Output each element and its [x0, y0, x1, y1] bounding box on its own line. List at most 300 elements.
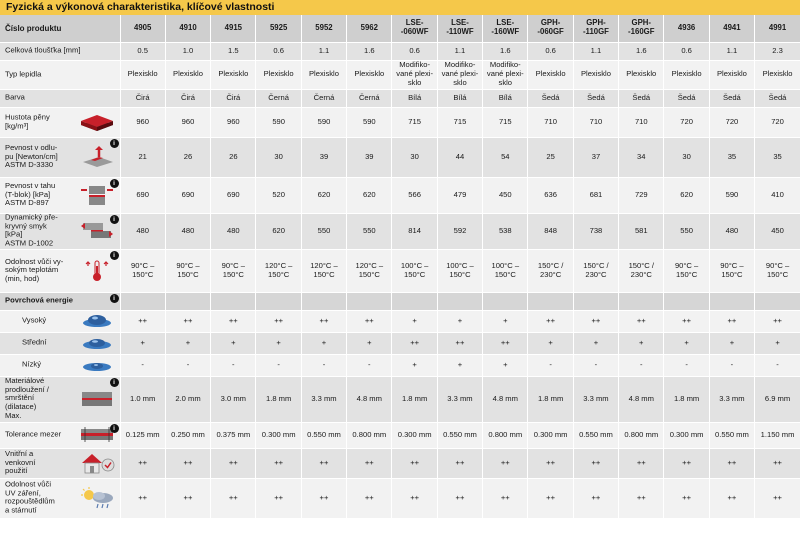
value-cell: ++: [573, 310, 618, 332]
value-cell: 0.375 mm: [211, 422, 256, 448]
peel-strength-icon: [79, 146, 115, 168]
value-cell: 3.3 mm: [301, 376, 346, 422]
value-cell: 4.8 mm: [619, 376, 664, 422]
value-cell: 1.1: [573, 42, 618, 60]
value-cell: 960: [120, 107, 165, 137]
product-header: 4905: [120, 15, 165, 42]
value-cell: ++: [256, 448, 301, 478]
table-row: [0, 249, 800, 292]
value-cell: Šedá: [664, 89, 709, 107]
empty-cell: [256, 292, 301, 310]
value-cell: 0.6: [664, 42, 709, 60]
value-cell: 480: [120, 213, 165, 249]
value-cell: ++: [347, 478, 392, 518]
value-cell: ++: [709, 310, 754, 332]
value-cell: 3.3 mm: [437, 376, 482, 422]
table-row: [0, 332, 800, 354]
value-cell: ++: [437, 332, 482, 354]
value-cell: ++: [211, 310, 256, 332]
value-cell: 4.8 mm: [347, 376, 392, 422]
info-icon[interactable]: i: [110, 139, 119, 148]
product-header: GPH- -110GF: [573, 15, 618, 42]
value-cell: 54: [483, 137, 528, 177]
value-cell: Černá: [256, 89, 301, 107]
value-cell: Plexisklo: [755, 60, 800, 89]
row-label-cell: [0, 354, 120, 376]
value-cell: 590: [301, 107, 346, 137]
info-icon[interactable]: i: [110, 424, 119, 433]
value-cell: -: [301, 354, 346, 376]
value-cell: ++: [755, 448, 800, 478]
value-cell: 480: [709, 213, 754, 249]
empty-cell: [392, 292, 437, 310]
dilatation-icon: [79, 388, 115, 410]
value-cell: -: [573, 354, 618, 376]
value-cell: 550: [301, 213, 346, 249]
value-cell: ++: [347, 448, 392, 478]
value-cell: ++: [301, 310, 346, 332]
value-cell: 710: [619, 107, 664, 137]
value-cell: Plexisklo: [256, 60, 301, 89]
value-cell: -: [120, 354, 165, 376]
value-cell: ++: [392, 332, 437, 354]
value-cell: 6.9 mm: [755, 376, 800, 422]
section-label: [0, 292, 120, 310]
value-cell: 715: [483, 107, 528, 137]
value-cell: Bílá: [392, 89, 437, 107]
row-label: Tolerance mezer: [5, 429, 62, 439]
value-cell: +: [165, 332, 210, 354]
row-label: Odolnost vůči vy- sokým teplotám (min, hod): [5, 256, 64, 283]
value-cell: 715: [437, 107, 482, 137]
value-cell: 90°C – 150°C: [755, 249, 800, 292]
value-cell: Čirá: [165, 89, 210, 107]
value-cell: Modifiko- vané plexi- sklo: [437, 60, 482, 89]
value-cell: 738: [573, 213, 618, 249]
value-cell: 30: [664, 137, 709, 177]
info-icon[interactable]: i: [110, 179, 119, 188]
value-cell: 814: [392, 213, 437, 249]
row-label-cell: [0, 422, 120, 448]
value-cell: Plexisklo: [619, 60, 664, 89]
empty-cell: [120, 292, 165, 310]
value-cell: 30: [256, 137, 301, 177]
empty-cell: [211, 292, 256, 310]
row-label: Hustota pěny [kg/m³]: [5, 112, 50, 130]
value-cell: ++: [619, 448, 664, 478]
info-icon[interactable]: i: [110, 251, 119, 260]
value-cell: 3.3 mm: [709, 376, 754, 422]
product-header: 4991: [755, 15, 800, 42]
value-cell: ++: [619, 310, 664, 332]
row-label: Celková tloušťka [mm]: [5, 45, 81, 55]
value-cell: -: [347, 354, 392, 376]
value-cell: Plexisklo: [664, 60, 709, 89]
empty-cell: [573, 292, 618, 310]
value-cell: 690: [165, 177, 210, 213]
value-cell: 150°C / 230°C: [619, 249, 664, 292]
value-cell: 0.550 mm: [301, 422, 346, 448]
value-cell: 1.6: [347, 42, 392, 60]
value-cell: 0.5: [120, 42, 165, 60]
value-cell: 100°C – 150°C: [437, 249, 482, 292]
value-cell: 1.1: [301, 42, 346, 60]
product-header: LSE- -110WF: [437, 15, 482, 42]
row-label-cell: [0, 478, 120, 518]
table-row: [0, 177, 800, 213]
tensile-strength-icon: [79, 184, 115, 206]
row-label-cell: [0, 332, 120, 354]
row-label-cell: [0, 177, 120, 213]
value-cell: ++: [528, 448, 573, 478]
value-cell: 34: [619, 137, 664, 177]
value-cell: 1.0 mm: [120, 376, 165, 422]
value-cell: 0.125 mm: [120, 422, 165, 448]
value-cell: 4.8 mm: [483, 376, 528, 422]
value-cell: Plexisklo: [347, 60, 392, 89]
value-cell: +: [120, 332, 165, 354]
value-cell: ++: [165, 448, 210, 478]
value-cell: 150°C / 230°C: [573, 249, 618, 292]
value-cell: ++: [528, 478, 573, 518]
spec-table: [0, 15, 800, 519]
value-cell: Šedá: [573, 89, 618, 107]
value-cell: -: [165, 354, 210, 376]
value-cell: 590: [709, 177, 754, 213]
value-cell: 120°C – 150°C: [256, 249, 301, 292]
table-row: [0, 42, 800, 60]
value-cell: 120°C – 150°C: [301, 249, 346, 292]
product-header: 5952: [301, 15, 346, 42]
row-label-cell: [0, 137, 120, 177]
empty-cell: [347, 292, 392, 310]
row-label-cell: [0, 213, 120, 249]
value-cell: 2.3: [755, 42, 800, 60]
empty-cell: [755, 292, 800, 310]
value-cell: ++: [256, 478, 301, 518]
value-cell: 690: [211, 177, 256, 213]
value-cell: 3.0 mm: [211, 376, 256, 422]
value-cell: 620: [664, 177, 709, 213]
row-label-cell: [0, 376, 120, 422]
empty-cell: [528, 292, 573, 310]
row-label: Povrchová energie: [5, 295, 73, 305]
value-cell: 690: [120, 177, 165, 213]
value-cell: 715: [392, 107, 437, 137]
product-header: 4910: [165, 15, 210, 42]
dynamic-shear-icon: [79, 220, 115, 242]
value-cell: 35: [755, 137, 800, 177]
info-icon[interactable]: i: [110, 378, 119, 387]
row-label-cell: [0, 448, 120, 478]
value-cell: 538: [483, 213, 528, 249]
value-cell: -: [664, 354, 709, 376]
value-cell: Modifiko- vané plexi- sklo: [392, 60, 437, 89]
value-cell: ++: [120, 310, 165, 332]
value-cell: 150°C / 230°C: [528, 249, 573, 292]
empty-cell: [437, 292, 482, 310]
table-row: [0, 422, 800, 448]
value-cell: 720: [664, 107, 709, 137]
value-cell: 0.6: [256, 42, 301, 60]
value-cell: 0.300 mm: [528, 422, 573, 448]
row-label: Odolnost vůči UV záření, rozpouštědlům a stárnutí: [5, 479, 55, 515]
value-cell: +: [301, 332, 346, 354]
product-header: 4941: [709, 15, 754, 42]
value-cell: Šedá: [619, 89, 664, 107]
value-cell: 710: [528, 107, 573, 137]
row-label: Vnitřní a venkovní použití: [5, 448, 36, 476]
info-icon[interactable]: i: [110, 294, 119, 303]
value-cell: 39: [301, 137, 346, 177]
value-cell: ++: [256, 310, 301, 332]
value-cell: ++: [709, 478, 754, 518]
value-cell: Čirá: [211, 89, 256, 107]
value-cell: +: [528, 332, 573, 354]
value-cell: Plexisklo: [165, 60, 210, 89]
value-cell: 0.300 mm: [664, 422, 709, 448]
value-cell: +: [664, 332, 709, 354]
table-row: [0, 89, 800, 107]
value-cell: +: [709, 332, 754, 354]
value-cell: Šedá: [755, 89, 800, 107]
value-cell: ++: [211, 448, 256, 478]
value-cell: 550: [347, 213, 392, 249]
value-cell: 581: [619, 213, 664, 249]
value-cell: ++: [120, 448, 165, 478]
value-cell: ++: [301, 478, 346, 518]
value-cell: 1.5: [211, 42, 256, 60]
value-cell: 90°C – 150°C: [211, 249, 256, 292]
value-cell: 1.8 mm: [256, 376, 301, 422]
value-cell: ++: [664, 448, 709, 478]
value-cell: 1.1: [709, 42, 754, 60]
row-label: Střední: [22, 337, 47, 347]
value-cell: +: [437, 354, 482, 376]
info-icon[interactable]: i: [110, 215, 119, 224]
value-cell: ++: [301, 448, 346, 478]
value-cell: +: [211, 332, 256, 354]
table-row: [0, 292, 800, 310]
value-cell: 620: [301, 177, 346, 213]
value-cell: 848: [528, 213, 573, 249]
row-label: Typ lepidla: [5, 69, 42, 79]
value-cell: 592: [437, 213, 482, 249]
value-cell: ++: [664, 310, 709, 332]
row-label: Pevnost v tahu (T-blok) [kPa] ASTM D-897: [5, 180, 56, 208]
value-cell: 520: [256, 177, 301, 213]
value-cell: 90°C – 150°C: [120, 249, 165, 292]
value-cell: 720: [755, 107, 800, 137]
value-cell: 1.8 mm: [392, 376, 437, 422]
product-header: LSE- -060WF: [392, 15, 437, 42]
value-cell: 550: [664, 213, 709, 249]
value-cell: ++: [619, 478, 664, 518]
product-header: GPH- -060GF: [528, 15, 573, 42]
value-cell: 960: [211, 107, 256, 137]
weather-icon: [79, 487, 115, 509]
value-cell: ++: [709, 448, 754, 478]
table-header-row: [0, 15, 800, 42]
value-cell: 21: [120, 137, 165, 177]
value-cell: 2.0 mm: [165, 376, 210, 422]
product-header: GPH- -160GF: [619, 15, 664, 42]
value-cell: 1.8 mm: [664, 376, 709, 422]
value-cell: +: [437, 310, 482, 332]
indoor-outdoor-icon: [79, 452, 115, 474]
row-label: Materiálové prodloužení / smrštění (dilatace) Max.: [5, 376, 49, 421]
value-cell: ++: [392, 478, 437, 518]
page-title: Fyzická a výkonová charakteristika, klíčové vlastnosti: [0, 0, 800, 15]
value-cell: ++: [755, 310, 800, 332]
value-cell: Bílá: [483, 89, 528, 107]
value-cell: 90°C – 150°C: [165, 249, 210, 292]
value-cell: Plexisklo: [709, 60, 754, 89]
empty-cell: [619, 292, 664, 310]
value-cell: 25: [528, 137, 573, 177]
value-cell: +: [392, 354, 437, 376]
value-cell: -: [619, 354, 664, 376]
value-cell: ++: [347, 310, 392, 332]
value-cell: 0.800 mm: [347, 422, 392, 448]
table-row: [0, 60, 800, 89]
value-cell: 1.8 mm: [528, 376, 573, 422]
value-cell: 450: [483, 177, 528, 213]
value-cell: Čirá: [120, 89, 165, 107]
value-cell: Plexisklo: [120, 60, 165, 89]
value-cell: ++: [165, 310, 210, 332]
surface-low-icon: [82, 358, 112, 372]
value-cell: 0.550 mm: [437, 422, 482, 448]
empty-cell: [165, 292, 210, 310]
value-cell: 30: [392, 137, 437, 177]
value-cell: 1.6: [483, 42, 528, 60]
value-cell: +: [755, 332, 800, 354]
product-header: 5962: [347, 15, 392, 42]
value-cell: ++: [664, 478, 709, 518]
value-cell: Černá: [347, 89, 392, 107]
value-cell: ++: [483, 448, 528, 478]
value-cell: 90°C – 150°C: [709, 249, 754, 292]
value-cell: 479: [437, 177, 482, 213]
value-cell: 0.250 mm: [165, 422, 210, 448]
value-cell: ++: [437, 478, 482, 518]
value-cell: ++: [483, 478, 528, 518]
value-cell: ++: [755, 478, 800, 518]
row-label: Nízký: [22, 359, 41, 369]
value-cell: 620: [347, 177, 392, 213]
value-cell: 410: [755, 177, 800, 213]
value-cell: +: [392, 310, 437, 332]
value-cell: +: [483, 354, 528, 376]
value-cell: 681: [573, 177, 618, 213]
value-cell: 710: [573, 107, 618, 137]
value-cell: Modifiko- vané plexi- sklo: [483, 60, 528, 89]
value-cell: 37: [573, 137, 618, 177]
value-cell: 3.3 mm: [573, 376, 618, 422]
table-row: [0, 213, 800, 249]
value-cell: Bílá: [437, 89, 482, 107]
value-cell: 100°C – 150°C: [483, 249, 528, 292]
value-cell: 1.0: [165, 42, 210, 60]
value-cell: ++: [483, 332, 528, 354]
value-cell: +: [573, 332, 618, 354]
value-cell: ++: [573, 448, 618, 478]
table-row: [0, 354, 800, 376]
value-cell: Šedá: [528, 89, 573, 107]
value-cell: 120°C – 150°C: [347, 249, 392, 292]
value-cell: 0.300 mm: [392, 422, 437, 448]
value-cell: ++: [211, 478, 256, 518]
table-row: [0, 478, 800, 518]
value-cell: 100°C – 150°C: [392, 249, 437, 292]
row-label-cell: [0, 60, 120, 89]
value-cell: 590: [256, 107, 301, 137]
table-row: [0, 107, 800, 137]
value-cell: ++: [392, 448, 437, 478]
value-cell: 480: [211, 213, 256, 249]
value-cell: 636: [528, 177, 573, 213]
empty-cell: [301, 292, 346, 310]
row-label: Dynamický pře- kryvný smyk [kPa] ASTM D-1002: [5, 213, 58, 248]
value-cell: 0.550 mm: [573, 422, 618, 448]
row-label: Barva: [5, 92, 25, 102]
value-cell: -: [709, 354, 754, 376]
value-cell: 590: [347, 107, 392, 137]
header-label: Číslo produktu: [0, 15, 120, 42]
table-row: [0, 448, 800, 478]
value-cell: 720: [709, 107, 754, 137]
row-label-cell: [0, 107, 120, 137]
value-cell: 0.6: [528, 42, 573, 60]
value-cell: Plexisklo: [211, 60, 256, 89]
table-row: [0, 310, 800, 332]
value-cell: +: [619, 332, 664, 354]
value-cell: +: [256, 332, 301, 354]
value-cell: 0.550 mm: [709, 422, 754, 448]
value-cell: Černá: [301, 89, 346, 107]
value-cell: -: [755, 354, 800, 376]
value-cell: 0.800 mm: [483, 422, 528, 448]
value-cell: 90°C – 150°C: [664, 249, 709, 292]
value-cell: 1.1: [437, 42, 482, 60]
row-label-cell: [0, 42, 120, 60]
row-label: Vysoký: [22, 315, 47, 325]
table-row: [0, 137, 800, 177]
surface-high-icon: [82, 314, 112, 328]
empty-cell: [709, 292, 754, 310]
value-cell: 0.300 mm: [256, 422, 301, 448]
value-cell: 0.6: [392, 42, 437, 60]
value-cell: -: [528, 354, 573, 376]
value-cell: 960: [165, 107, 210, 137]
value-cell: -: [211, 354, 256, 376]
value-cell: 620: [256, 213, 301, 249]
value-cell: ++: [165, 478, 210, 518]
row-label-cell: [0, 89, 120, 107]
product-header: 4915: [211, 15, 256, 42]
product-header: 4936: [664, 15, 709, 42]
table-row: [0, 376, 800, 422]
thermometer-icon: [79, 260, 115, 282]
row-label-cell: [0, 310, 120, 332]
value-cell: Šedá: [709, 89, 754, 107]
value-cell: 480: [165, 213, 210, 249]
value-cell: -: [256, 354, 301, 376]
value-cell: ++: [120, 478, 165, 518]
value-cell: 35: [709, 137, 754, 177]
value-cell: 566: [392, 177, 437, 213]
